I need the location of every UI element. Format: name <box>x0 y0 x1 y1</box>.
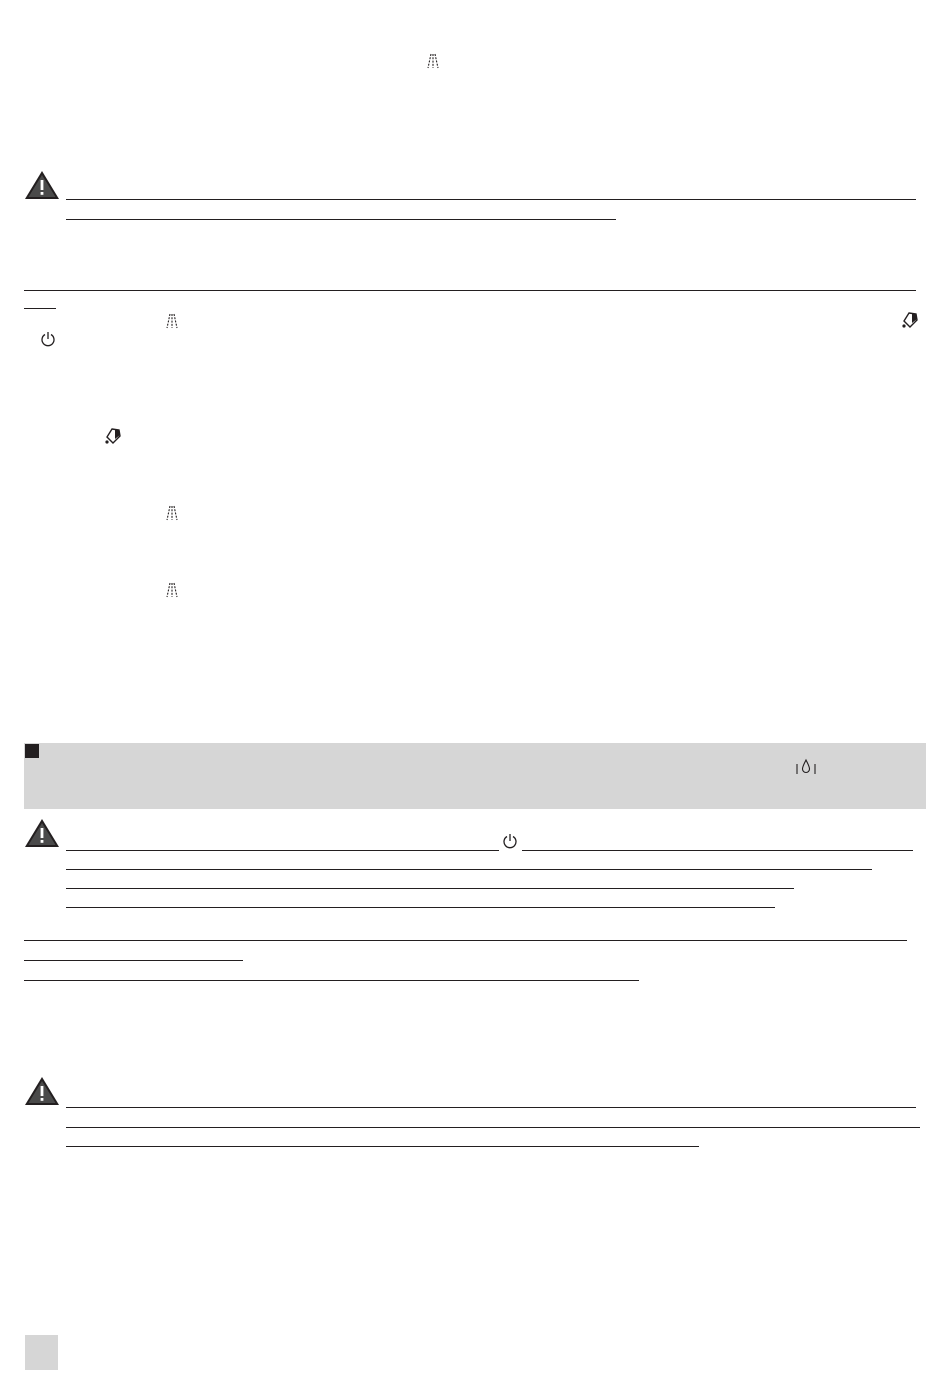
paragraph-line-2 <box>24 960 243 961</box>
paragraph-line-1 <box>24 940 907 941</box>
warning-2-line-2 <box>66 869 872 870</box>
power-icon <box>502 833 518 849</box>
warning-2-line-3 <box>66 888 794 889</box>
anticalc-cartridge-icon <box>900 310 920 330</box>
power-icon <box>40 331 56 347</box>
paragraph-line-3 <box>24 980 639 981</box>
warning-3-line-3 <box>66 1146 699 1147</box>
warning-triangle-icon <box>24 170 60 200</box>
steam-icon <box>165 581 179 599</box>
warning-1-line-1 <box>66 199 916 200</box>
warning-triangle-icon <box>24 818 60 848</box>
warning-3-line-1 <box>66 1107 916 1108</box>
warning-2-line-1a <box>66 850 499 851</box>
steam-icon <box>165 504 179 522</box>
warning-triangle-icon <box>24 1076 60 1106</box>
warning-2-line-4 <box>66 907 775 908</box>
section-rule <box>24 290 916 291</box>
page-number-box <box>25 1335 58 1370</box>
section-square-icon <box>25 744 39 758</box>
warning-3-line-2 <box>66 1127 920 1128</box>
steam-icon <box>165 312 179 330</box>
warning-2-line-1b <box>522 850 913 851</box>
steam-icon <box>426 52 440 70</box>
anticalc-cartridge-icon <box>103 426 123 446</box>
section-header-band <box>24 743 926 809</box>
water-drop-icon <box>795 758 817 776</box>
warning-1-line-2 <box>66 219 616 220</box>
section-rule-short <box>24 308 56 309</box>
